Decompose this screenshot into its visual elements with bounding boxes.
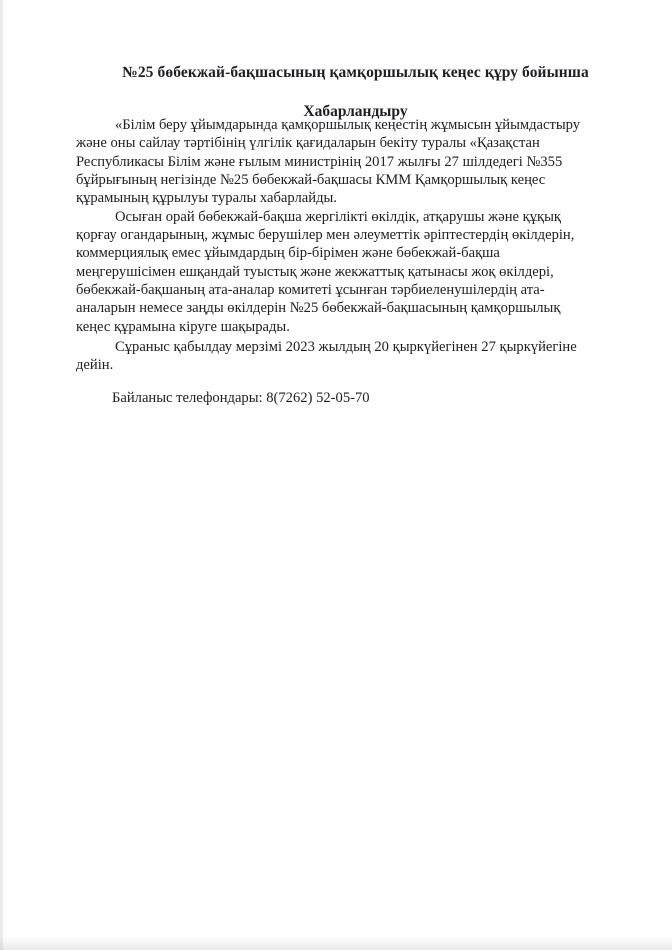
paragraph-1-line: Республикасы Білім және ғылым министрінің 2017 жылғы 27 шілдедегі №355: [76, 154, 563, 170]
paragraph-2-line: қорғау огандарының, жұмыс берушілер мен әлеуметтік әріптестердің өкілдерін,: [76, 227, 575, 243]
paragraph-3-line: Сұраныс қабылдау мерзімі 2023 жылдың 20 қыркүйегінен 27 қыркүйегіне: [115, 339, 577, 355]
paragraph-1-line: және оны сайлау тәртібінің үлгілік қағидаларын бекіту туралы «Қазақстан: [76, 135, 540, 151]
paragraph-2-line: Осыған орай бөбекжай-бақша жергілікті өкілдік, атқарушы және құқық: [115, 209, 561, 225]
paragraph-2-line: бөбекжай-бақшаның ата-аналар комитеті ұсынған тәрбиеленушілердің ата-: [76, 282, 545, 298]
paragraph-1-line: құрамының құрылуы туралы хабарлайды.: [76, 190, 337, 206]
paragraph-2-line: коммерциялық емес ұйымдардың бір-бірімен және бөбекжай-бақша: [76, 245, 500, 261]
page-edge-left: [0, 0, 3, 950]
paragraph-2-line: аналарын немесе заңды өкілдерін №25 бөбекжай-бақшасының қамқоршылық: [76, 300, 561, 316]
paragraph-2-line: кеңес құрамына кіруге шақырады.: [76, 319, 290, 335]
document-title: №25 бөбекжай-бақшасының қамқоршылық кеңес құру бойынша: [122, 64, 589, 81]
document-subtitle: Хабарландыру: [303, 103, 408, 120]
paragraph-3-line: дейін.: [76, 357, 114, 373]
page-bottom-shadow: [0, 936, 672, 950]
contact-phone: Байланыс телефондары: 8(7262) 52-05-70: [112, 390, 370, 406]
paragraph-2-line: меңгерушісімен ешқандай туыстық және жекжаттық қатынасы жоқ өкілдері,: [76, 264, 554, 280]
paragraph-1-line: бұйрығының негізінде №25 бөбекжай-бақшасы КММ Қамқоршылық кеңес: [76, 172, 546, 188]
paragraph-1-line: «Білім беру ұйымдарында қамқоршылық кеңестің жұмысын ұйымдастыру: [115, 117, 581, 133]
